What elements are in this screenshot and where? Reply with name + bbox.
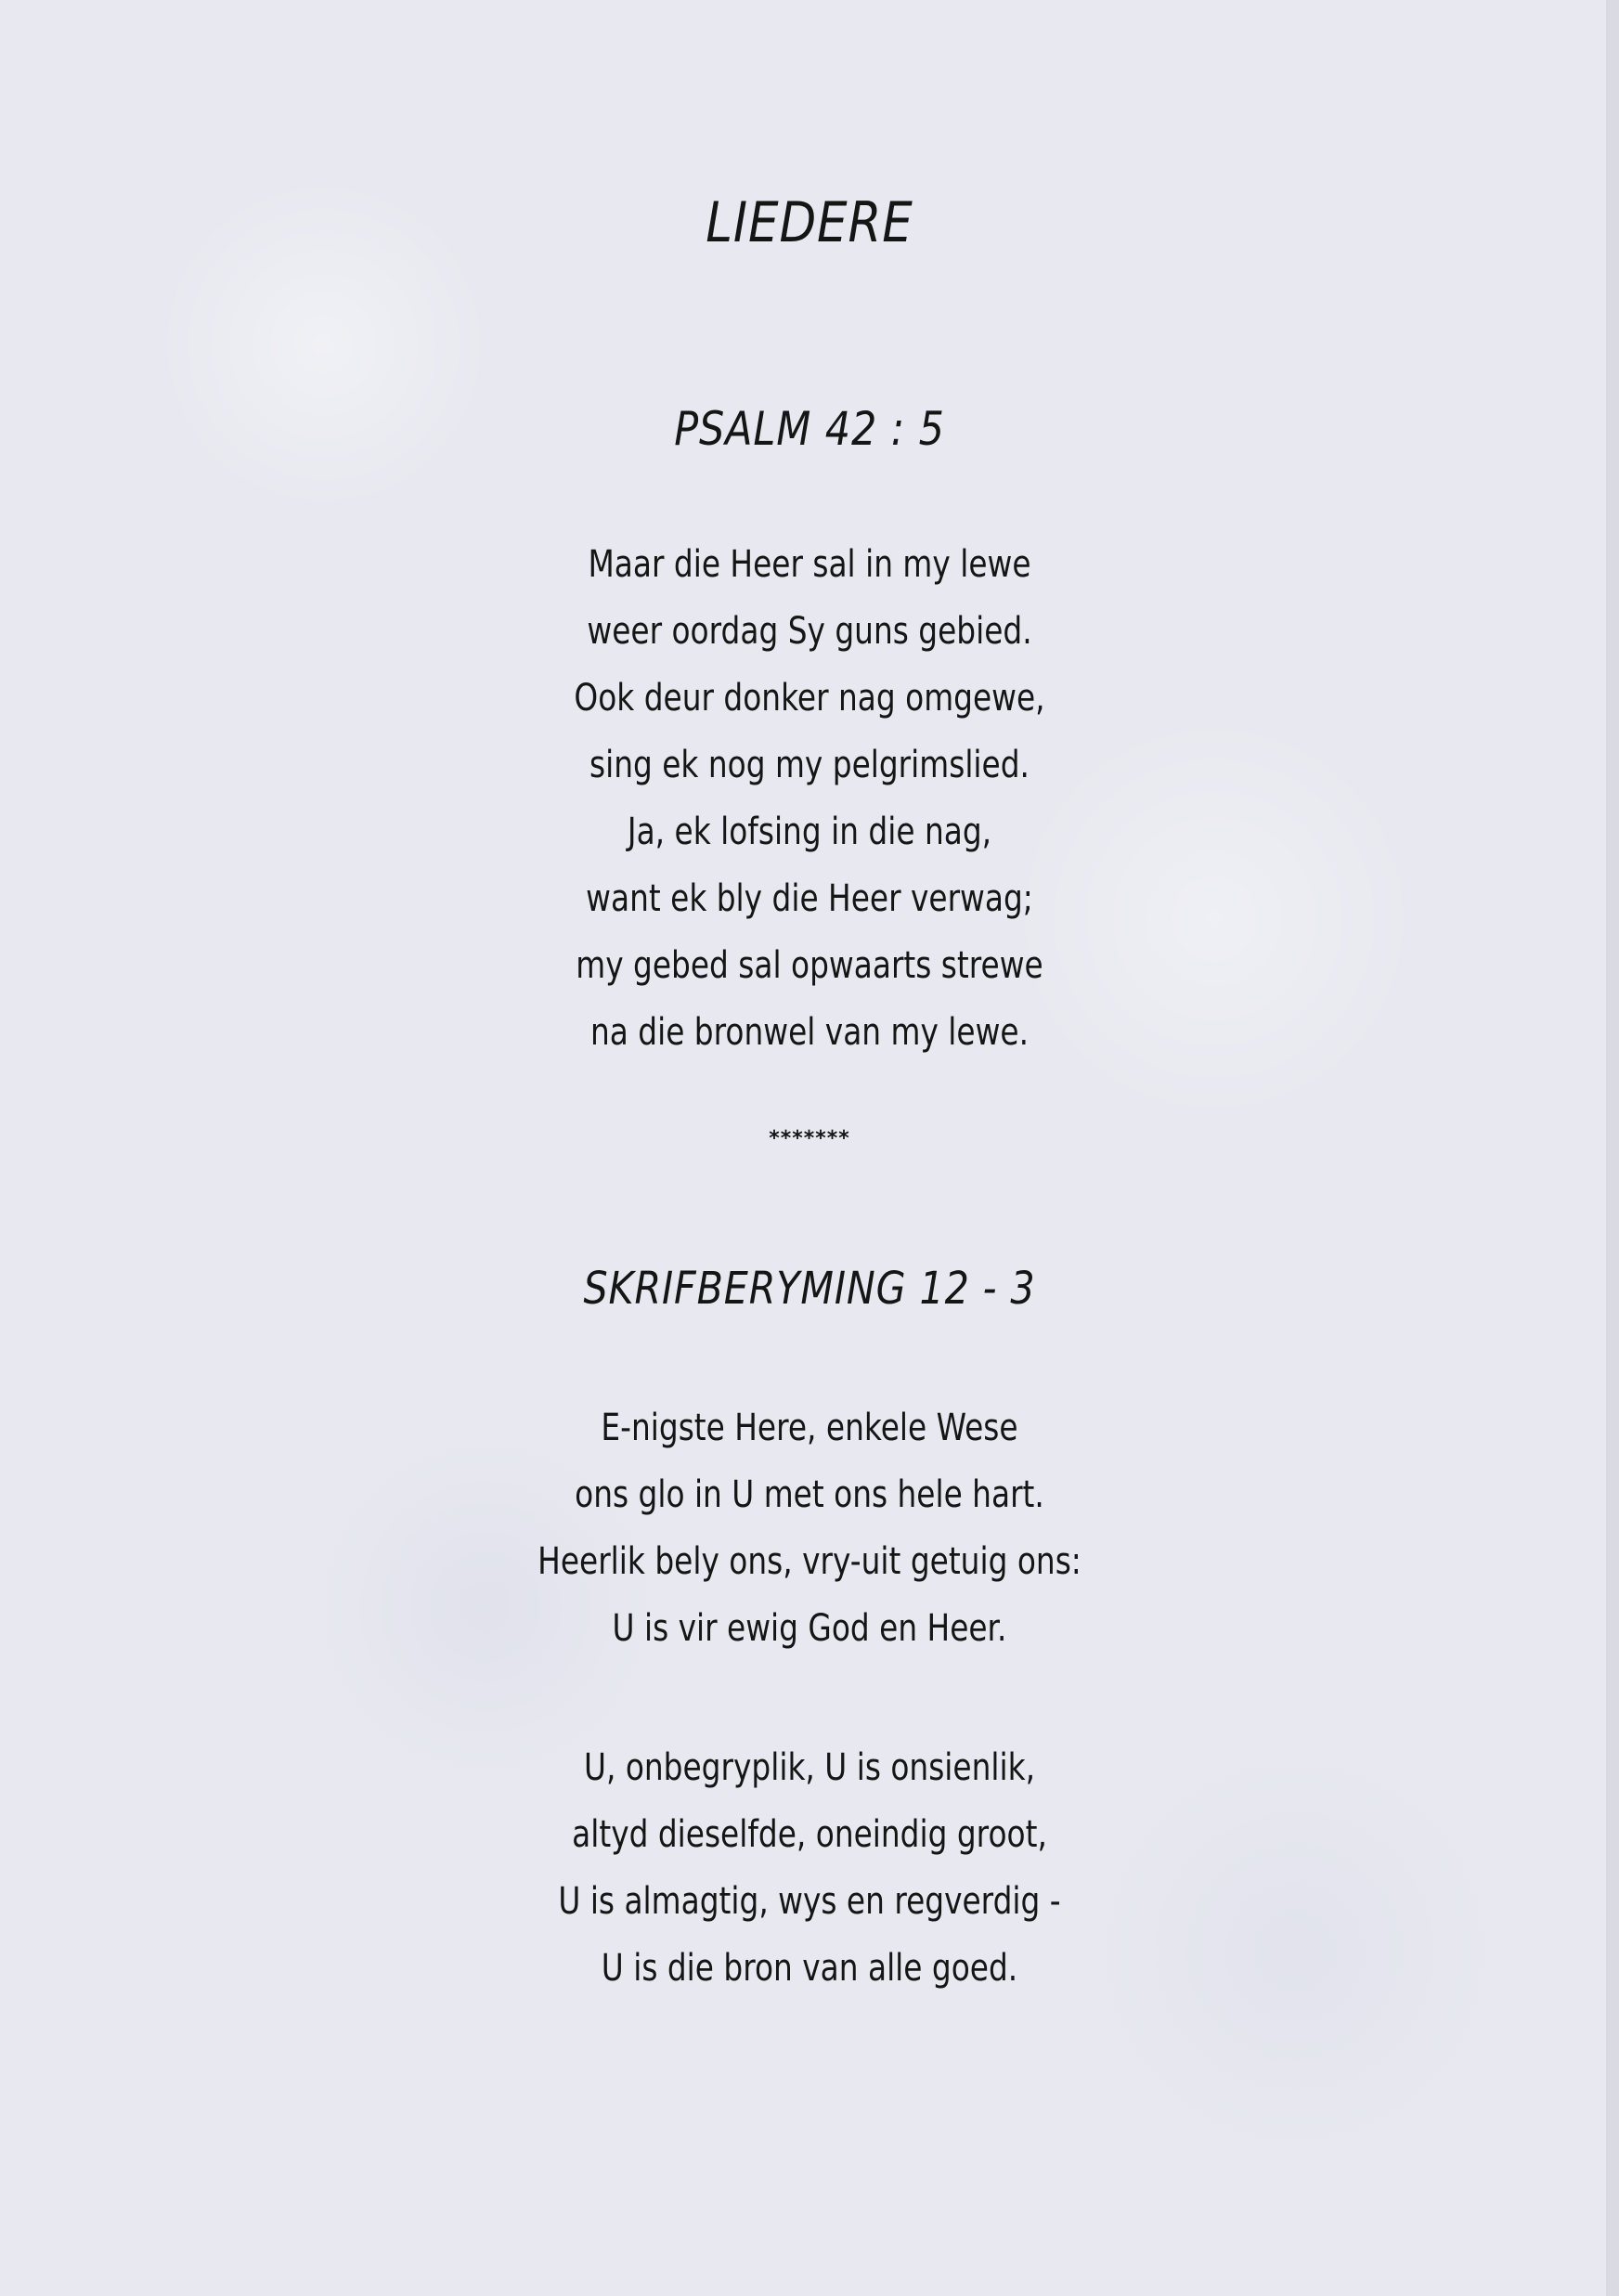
page-title: LIEDERE (706, 190, 913, 255)
section-separator: ******* (769, 1127, 850, 1150)
skrifberyming-heading: SKRIFBERYMING 12 - 3 (583, 1263, 1036, 1315)
verse-line: U, onbegryplik, U is onsienlik, (583, 1746, 1036, 1789)
verse-line: Ja, ek lofsing in die nag, (627, 811, 992, 853)
verse-line: ons glo in U met ons hele hart. (575, 1473, 1044, 1516)
verse-line: altyd dieselfde, oneindig groot, (572, 1813, 1047, 1856)
verse-line: E-nigste Here, enkele Wese (601, 1407, 1018, 1449)
psalm-heading: PSALM 42 : 5 (674, 402, 945, 456)
skrifberyming-stanza-1 (146, 1394, 1473, 1662)
verse-line: my gebed sal opwaarts strewe (576, 944, 1043, 987)
verse-line: weer oordag Sy guns gebied. (587, 610, 1032, 653)
verse-line: na die bronwel van my lewe. (589, 1011, 1030, 1054)
verse-line: Ook deur donker nag omgewe, (574, 677, 1045, 720)
verse-line: U is almagtig, wys en regverdig - (558, 1880, 1061, 1923)
verse-line: want ek bly die Heer verwag; (586, 877, 1033, 920)
psalm-verse (146, 531, 1473, 1066)
verse-line: Heerlik bely ons, vry-uit getuig ons: (538, 1540, 1081, 1583)
verse-line: U is die bron van alle goed. (601, 1947, 1018, 1990)
verse-line: U is vir ewig God en Heer. (612, 1607, 1007, 1650)
skrifberyming-stanza-2 (146, 1734, 1473, 2002)
verse-line: sing ek nog my pelgrimslied. (589, 744, 1030, 786)
verse-line: Maar die Heer sal in my lewe (588, 543, 1031, 586)
